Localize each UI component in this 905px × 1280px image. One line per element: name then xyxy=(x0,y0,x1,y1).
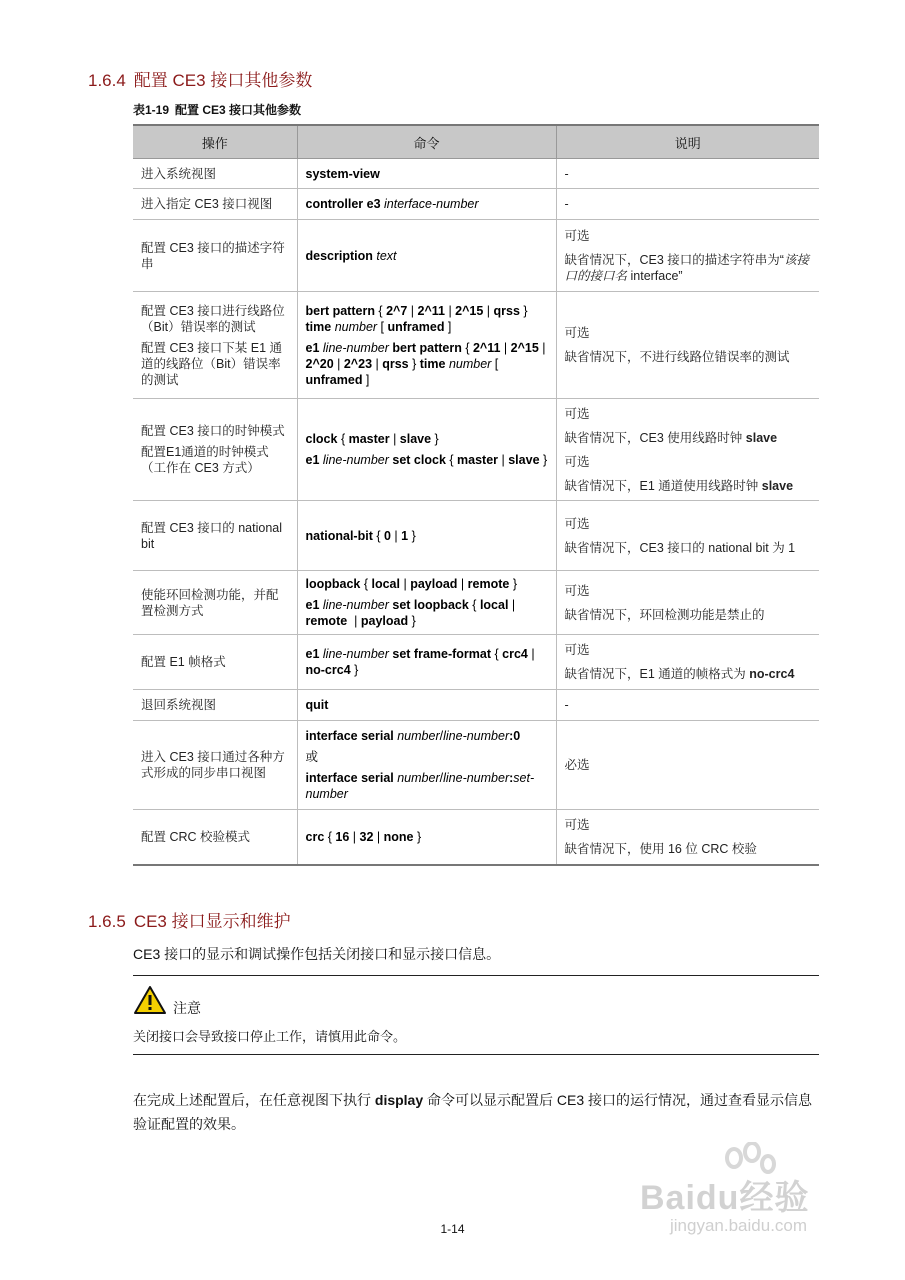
cell-command: crc { 16 | 32 | none } xyxy=(297,810,556,865)
cell-description: - xyxy=(556,189,819,220)
cell-operation: 配置 CE3 接口的 national bit xyxy=(133,501,297,571)
cell-description: - xyxy=(556,159,819,189)
cell-operation: 配置 E1 帧格式 xyxy=(133,635,297,690)
header-operation: 操作 xyxy=(133,125,297,159)
section-title: CE3 接口显示和维护 xyxy=(133,912,291,931)
cell-description: 可选 缺省情况下，CE3 使用线路时钟 slave 可选 缺省情况下，E1 通道使用线路时钟 slave xyxy=(556,399,819,501)
cell-description: 可选 缺省情况下，环回检测功能是禁止的 xyxy=(556,571,819,635)
cell-command: bert pattern { 2^7 | 2^11 | 2^15 | qrss } time number [ unframed ] e1 line-number bert pattern { 2^11 | 2^15 | 2^20 | 2^23 | qrss } time number [ unframed ] xyxy=(297,292,556,399)
note-text: 关闭接口会导致接口停止工作，请慎用此命令。 xyxy=(133,1030,407,1045)
table-body xyxy=(133,159,819,865)
cell-description: - xyxy=(556,690,819,721)
cell-description: 可选 缺省情况下，使用 16 位 CRC 校验 xyxy=(556,810,819,865)
cell-description: 可选 缺省情况下，不进行线路位错误率的测试 xyxy=(556,292,819,399)
section-heading-1-6-5 xyxy=(88,907,291,932)
caption-number: 表1-19 xyxy=(133,103,170,117)
cell-command: description text xyxy=(297,220,556,292)
table-row xyxy=(133,501,819,571)
cell-operation: 退回系统视图 xyxy=(133,690,297,721)
section-number: 1.6.5 xyxy=(88,912,126,931)
cell-command: national-bit { 0 | 1 } xyxy=(297,501,556,571)
page-number: 1-14 xyxy=(440,1222,465,1236)
note-box xyxy=(133,975,819,1055)
config-table xyxy=(133,124,819,866)
table-row xyxy=(133,571,819,635)
header-description: 说明 xyxy=(556,125,819,159)
watermark-url: jingyan.baidu.com xyxy=(670,1216,808,1235)
cell-operation: 配置 CE3 接口的时钟模式 配置E1通道的时钟模式（工作在 CE3 方式） xyxy=(133,399,297,501)
table-row xyxy=(133,690,819,721)
cell-operation: 进入系统视图 xyxy=(133,159,297,189)
table-header-row xyxy=(133,125,819,159)
table-row xyxy=(133,189,819,220)
section-heading-1-6-4 xyxy=(88,66,312,91)
cell-description: 必选 xyxy=(556,721,819,810)
table-row xyxy=(133,159,819,189)
warning-icon xyxy=(133,985,167,1015)
table-row xyxy=(133,399,819,501)
table-row xyxy=(133,810,819,865)
table-row xyxy=(133,220,819,292)
cell-description: 可选 缺省情况下，CE3 接口的 national bit 为 1 xyxy=(556,501,819,571)
table-row xyxy=(133,721,819,810)
cell-operation: 配置 CRC 校验模式 xyxy=(133,810,297,865)
cell-operation: 进入 CE3 接口通过各种方式形成的同步串口视图 xyxy=(133,721,297,810)
cell-command: interface serial number/line-number:0 或 interface serial number/line-number:set-number xyxy=(297,721,556,810)
cell-operation: 使能环回检测功能，并配置检测方式 xyxy=(133,571,297,635)
watermark-logo: Baidu经验 xyxy=(640,1179,810,1217)
cell-command: system-view xyxy=(297,159,556,189)
cell-command: clock { master | slave } e1 line-number set clock { master | slave } xyxy=(297,399,556,501)
watermark xyxy=(640,1142,855,1242)
cell-description: 可选 缺省情况下，E1 通道的帧格式为 no-crc4 xyxy=(556,635,819,690)
caption-title: 配置 CE3 接口其他参数 xyxy=(175,103,302,117)
cell-command: quit xyxy=(297,690,556,721)
cell-operation: 配置 CE3 接口的描述字符串 xyxy=(133,220,297,292)
header-command: 命令 xyxy=(297,125,556,159)
body-paragraph: 在完成上述配置后，在任意视图下执行 display 命令可以显示配置后 CE3 接口的运行情况，通过查看显示信息验证配置的效果。 xyxy=(133,1092,813,1132)
table-row xyxy=(133,292,819,399)
cell-command: loopback { local | payload | remote } e1 line-number set loopback { local | remote | payload } xyxy=(297,571,556,635)
cell-command: e1 line-number set frame-format { crc4 | no-crc4 } xyxy=(297,635,556,690)
table-caption xyxy=(133,101,301,118)
section-number: 1.6.4 xyxy=(88,71,126,90)
cell-command: controller e3 interface-number xyxy=(297,189,556,220)
table-row xyxy=(133,635,819,690)
note-title: 注意 xyxy=(173,1000,201,1016)
intro-text: CE3 接口的显示和调试操作包括关闭接口和显示接口信息。 xyxy=(133,946,501,962)
cell-operation: 进入指定 CE3 接口视图 xyxy=(133,189,297,220)
section-title: 配置 CE3 接口其他参数 xyxy=(133,71,313,90)
cell-operation: 配置 CE3 接口进行线路位（Bit）错误率的测试 配置 CE3 接口下某 E1 通道的线路位（Bit）错误率的测试 xyxy=(133,292,297,399)
cell-description: 可选 缺省情况下，CE3 接口的描述字符串为“该接口的接口名 interface” xyxy=(556,220,819,292)
